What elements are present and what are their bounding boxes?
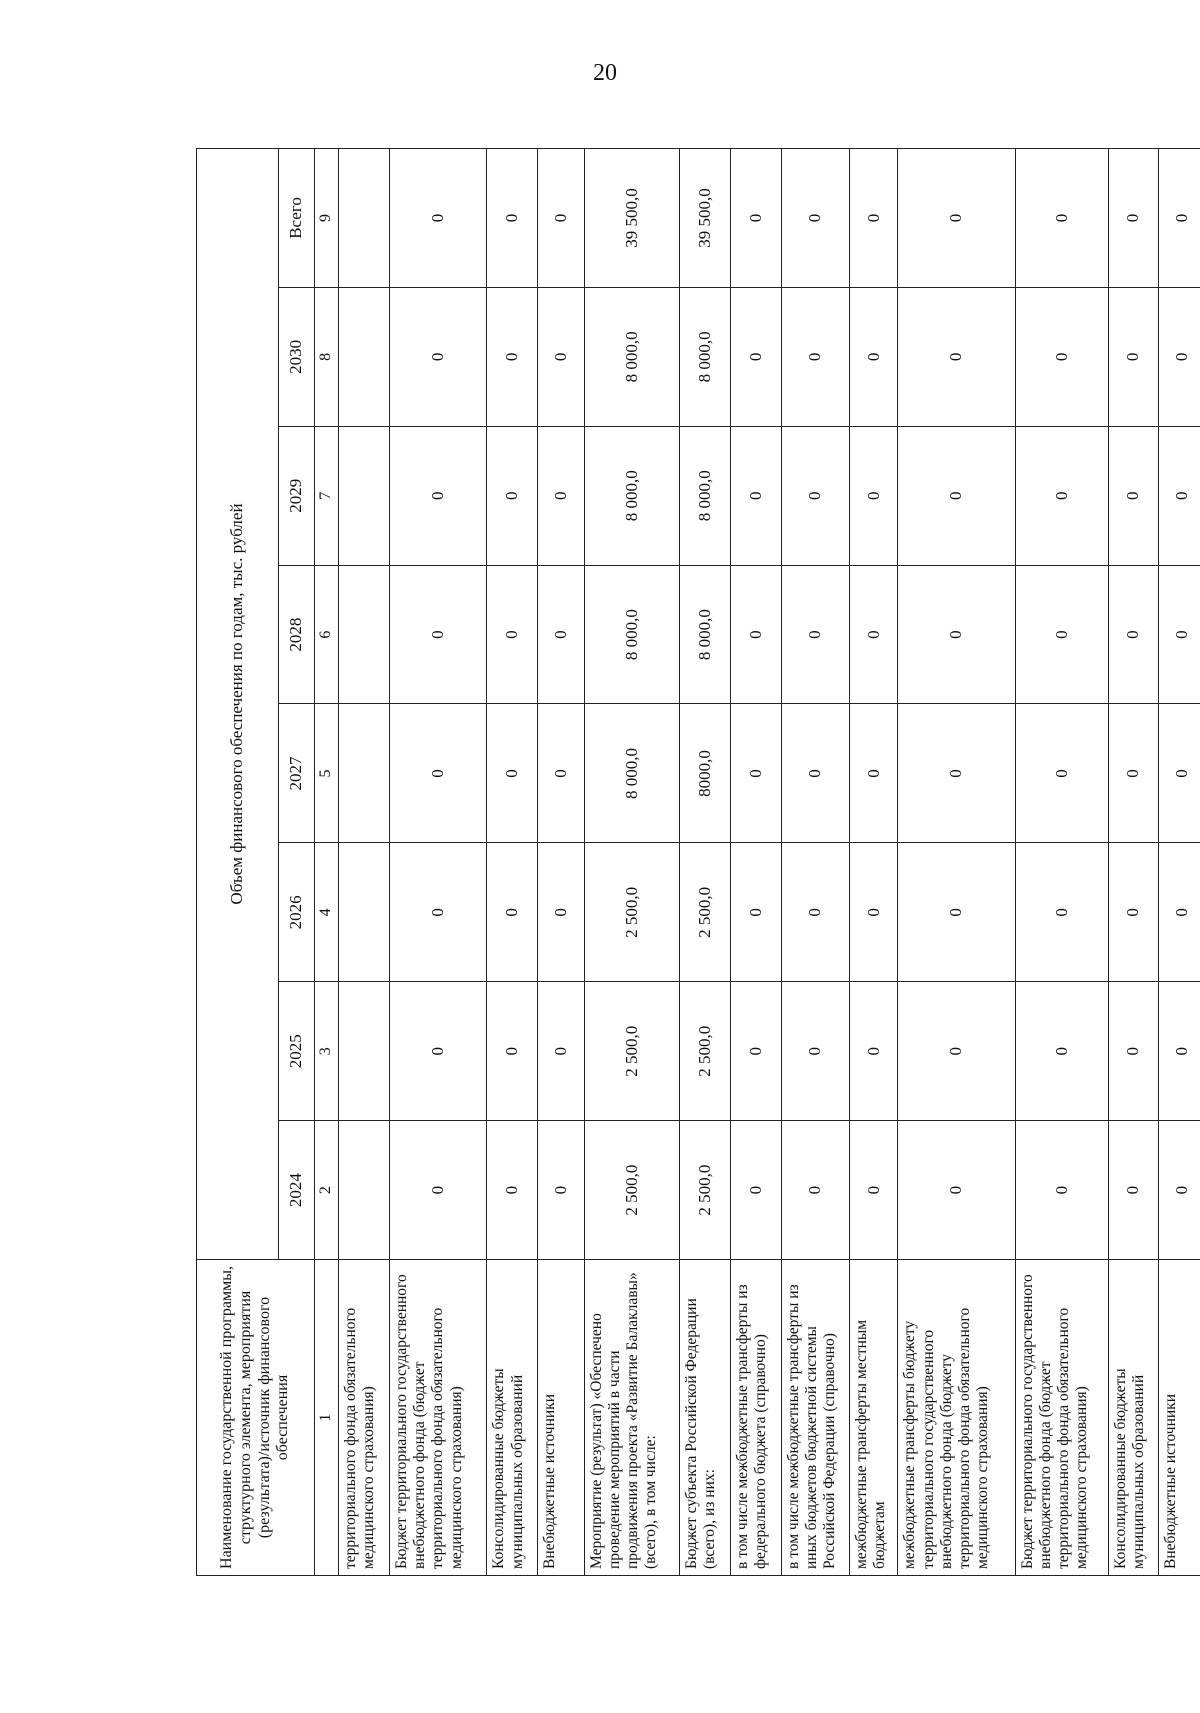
column-number: 5 bbox=[315, 704, 339, 843]
cell-value: 0 bbox=[1108, 149, 1159, 288]
cell-value: 0 bbox=[781, 1121, 850, 1260]
cell-value: 2 500,0 bbox=[679, 1121, 730, 1260]
page-number: 20 bbox=[593, 60, 617, 86]
cell-value: 0 bbox=[389, 287, 486, 426]
cell-value: 8 000,0 bbox=[679, 287, 730, 426]
cell-value: 0 bbox=[730, 704, 781, 843]
cell-value: 0 bbox=[1015, 704, 1108, 843]
table-row bbox=[850, 149, 898, 1576]
cell-value: 0 bbox=[898, 704, 1015, 843]
cell-value: 0 bbox=[389, 704, 486, 843]
cell-value: 0 bbox=[538, 287, 584, 426]
cell-value: 0 bbox=[1015, 982, 1108, 1121]
cell-value: 0 bbox=[1159, 149, 1200, 288]
cell-value: 0 bbox=[1015, 1121, 1108, 1260]
cell-value: 0 bbox=[1108, 704, 1159, 843]
year-header: 2027 bbox=[279, 704, 315, 843]
cell-value: 0 bbox=[389, 426, 486, 565]
name-column-header: Наименование государственной программы, структурного элемента, мероприятия (результата)/источник финансового обеспечения bbox=[197, 1260, 315, 1576]
cell-value: 0 bbox=[1108, 982, 1159, 1121]
table-row bbox=[584, 149, 679, 1576]
row-label: в том числе межбюджетные трансферты из федерального бюджета (справочно) bbox=[730, 1260, 781, 1576]
column-number: 9 bbox=[315, 149, 339, 288]
cell-value: 0 bbox=[898, 565, 1015, 704]
cell-value: 0 bbox=[389, 149, 486, 288]
cell-value: 0 bbox=[781, 704, 850, 843]
cell-value: 0 bbox=[538, 565, 584, 704]
row-label: межбюджетные трансферты бюджету территориального государственного внебюджетного фонда (бюджету территориального фонда обязательного медицинского страхования) bbox=[898, 1260, 1015, 1576]
rotated-table-area bbox=[196, 148, 1200, 1576]
table-row bbox=[487, 149, 538, 1576]
cell-value bbox=[339, 704, 390, 843]
cell-value: 8 000,0 bbox=[584, 565, 679, 704]
table-row bbox=[389, 149, 486, 1576]
row-label: Бюджет территориального государственного внебюджетного фонда (бюджет территориального фонда обязательного медицинского страхования) bbox=[389, 1260, 486, 1576]
cell-value: 0 bbox=[850, 287, 898, 426]
column-number: 8 bbox=[315, 287, 339, 426]
cell-value: 0 bbox=[538, 843, 584, 982]
column-number: 6 bbox=[315, 565, 339, 704]
column-number: 2 bbox=[315, 1121, 339, 1260]
cell-value: 0 bbox=[1159, 426, 1200, 565]
cell-value: 39 500,0 bbox=[679, 149, 730, 288]
column-number-row bbox=[315, 149, 339, 1576]
cell-value: 0 bbox=[898, 149, 1015, 288]
row-label: Внебюджетные источники bbox=[538, 1260, 584, 1576]
row-label: Консолидированные бюджеты муниципальных образований bbox=[487, 1260, 538, 1576]
cell-value: 0 bbox=[487, 843, 538, 982]
cell-value: 0 bbox=[781, 982, 850, 1121]
financing-table bbox=[196, 148, 1200, 1576]
cell-value: 0 bbox=[1015, 149, 1108, 288]
cell-value: 0 bbox=[730, 843, 781, 982]
header-row-1 bbox=[197, 149, 279, 1576]
cell-value: 0 bbox=[1159, 704, 1200, 843]
table-row bbox=[1108, 149, 1159, 1576]
cell-value bbox=[339, 149, 390, 288]
year-header: 2030 bbox=[279, 287, 315, 426]
cell-value bbox=[339, 565, 390, 704]
row-label: Консолидированные бюджеты муниципальных образований bbox=[1108, 1260, 1159, 1576]
cell-value: 2 500,0 bbox=[584, 982, 679, 1121]
cell-value: 8 000,0 bbox=[679, 565, 730, 704]
cell-value: 0 bbox=[730, 982, 781, 1121]
cell-value: 0 bbox=[487, 982, 538, 1121]
cell-value: 0 bbox=[730, 287, 781, 426]
cell-value: 0 bbox=[898, 1121, 1015, 1260]
cell-value: 0 bbox=[781, 149, 850, 288]
cell-value: 0 bbox=[487, 704, 538, 843]
cell-value: 0 bbox=[781, 287, 850, 426]
cell-value: 0 bbox=[781, 426, 850, 565]
cell-value: 0 bbox=[1108, 565, 1159, 704]
cell-value bbox=[339, 1121, 390, 1260]
table-row bbox=[538, 149, 584, 1576]
cell-value: 0 bbox=[850, 149, 898, 288]
cell-value: 0 bbox=[850, 565, 898, 704]
cell-value bbox=[339, 843, 390, 982]
row-label: в том числе межбюджетные трансферты из иных бюджетов бюджетной системы Российской Федерации (справочно) bbox=[781, 1260, 850, 1576]
year-header: 2026 bbox=[279, 843, 315, 982]
cell-value: 0 bbox=[1159, 982, 1200, 1121]
cell-value: 0 bbox=[538, 149, 584, 288]
cell-value: 0 bbox=[898, 843, 1015, 982]
row-label: территориального фонда обязательного медицинского страхования) bbox=[339, 1260, 390, 1576]
cell-value: 0 bbox=[389, 565, 486, 704]
cell-value: 0 bbox=[898, 426, 1015, 565]
cell-value: 2 500,0 bbox=[584, 843, 679, 982]
cell-value: 0 bbox=[1159, 287, 1200, 426]
cell-value: 0 bbox=[1015, 843, 1108, 982]
cell-value: 0 bbox=[1015, 287, 1108, 426]
cell-value: 0 bbox=[1108, 843, 1159, 982]
row-label: Внебюджетные источники bbox=[1159, 1260, 1200, 1576]
cell-value: 2 500,0 bbox=[679, 982, 730, 1121]
column-number: 1 bbox=[315, 1260, 339, 1576]
cell-value: 0 bbox=[850, 704, 898, 843]
cell-value: 2 500,0 bbox=[584, 1121, 679, 1260]
column-number: 7 bbox=[315, 426, 339, 565]
cell-value: 0 bbox=[850, 426, 898, 565]
cell-value: 0 bbox=[1108, 426, 1159, 565]
cell-value bbox=[339, 982, 390, 1121]
cell-value: 0 bbox=[487, 1121, 538, 1260]
cell-value: 0 bbox=[487, 426, 538, 565]
table-row bbox=[339, 149, 390, 1576]
table-row bbox=[679, 149, 730, 1576]
column-number: 3 bbox=[315, 982, 339, 1121]
table-row bbox=[1015, 149, 1108, 1576]
cell-value: 0 bbox=[898, 287, 1015, 426]
cell-value: 8 000,0 bbox=[679, 426, 730, 565]
cell-value: 0 bbox=[1108, 287, 1159, 426]
cell-value: 0 bbox=[538, 426, 584, 565]
cell-value: 0 bbox=[487, 149, 538, 288]
rotated-table-container bbox=[196, 148, 1200, 1576]
cell-value: 8 000,0 bbox=[584, 704, 679, 843]
cell-value: 0 bbox=[781, 843, 850, 982]
table-row bbox=[730, 149, 781, 1576]
cell-value: 0 bbox=[730, 426, 781, 565]
cell-value: 0 bbox=[1015, 426, 1108, 565]
table-row bbox=[1159, 149, 1200, 1576]
cell-value: 0 bbox=[538, 704, 584, 843]
cell-value: 0 bbox=[1108, 1121, 1159, 1260]
cell-value: 0 bbox=[389, 1121, 486, 1260]
cell-value: 0 bbox=[538, 1121, 584, 1260]
cell-value: 0 bbox=[730, 565, 781, 704]
cell-value: 0 bbox=[730, 149, 781, 288]
cell-value: 0 bbox=[389, 843, 486, 982]
row-label: Бюджет территориального государственного внебюджетного фонда (бюджет территориального фонда обязательного медицинского страхования) bbox=[1015, 1260, 1108, 1576]
cell-value: 0 bbox=[730, 1121, 781, 1260]
cell-value: 0 bbox=[538, 982, 584, 1121]
row-label: Мероприятие (результат) «Обеспечено проведение мероприятий в части продвижения проекта «Развитие Балаклавы» (всего), в том числе: bbox=[584, 1260, 679, 1576]
cell-value: 0 bbox=[389, 982, 486, 1121]
row-label: межбюджетные трансферты местным бюджетам bbox=[850, 1260, 898, 1576]
cell-value: 8 000,0 bbox=[584, 287, 679, 426]
column-number: 4 bbox=[315, 843, 339, 982]
year-header: 2025 bbox=[279, 982, 315, 1121]
volume-header: Объем финансового обеспечения по годам, тыс. рублей bbox=[197, 149, 279, 1260]
cell-value: 0 bbox=[487, 287, 538, 426]
cell-value: 0 bbox=[850, 1121, 898, 1260]
cell-value: 0 bbox=[1159, 843, 1200, 982]
cell-value: 8000,0 bbox=[679, 704, 730, 843]
cell-value: 0 bbox=[850, 982, 898, 1121]
year-header: 2028 bbox=[279, 565, 315, 704]
table-row bbox=[898, 149, 1015, 1576]
cell-value: 0 bbox=[850, 843, 898, 982]
row-label: Бюджет субъекта Российской Федерации (всего), из них: bbox=[679, 1260, 730, 1576]
total-header: Всего bbox=[279, 149, 315, 288]
year-header: 2024 bbox=[279, 1121, 315, 1260]
cell-value: 2 500,0 bbox=[679, 843, 730, 982]
table-row bbox=[781, 149, 850, 1576]
cell-value: 8 000,0 bbox=[584, 426, 679, 565]
cell-value: 0 bbox=[487, 565, 538, 704]
cell-value: 0 bbox=[1159, 565, 1200, 704]
cell-value: 0 bbox=[898, 982, 1015, 1121]
cell-value bbox=[339, 426, 390, 565]
cell-value: 0 bbox=[1159, 1121, 1200, 1260]
year-header: 2029 bbox=[279, 426, 315, 565]
cell-value: 0 bbox=[781, 565, 850, 704]
cell-value bbox=[339, 287, 390, 426]
cell-value: 0 bbox=[1015, 565, 1108, 704]
cell-value: 39 500,0 bbox=[584, 149, 679, 288]
